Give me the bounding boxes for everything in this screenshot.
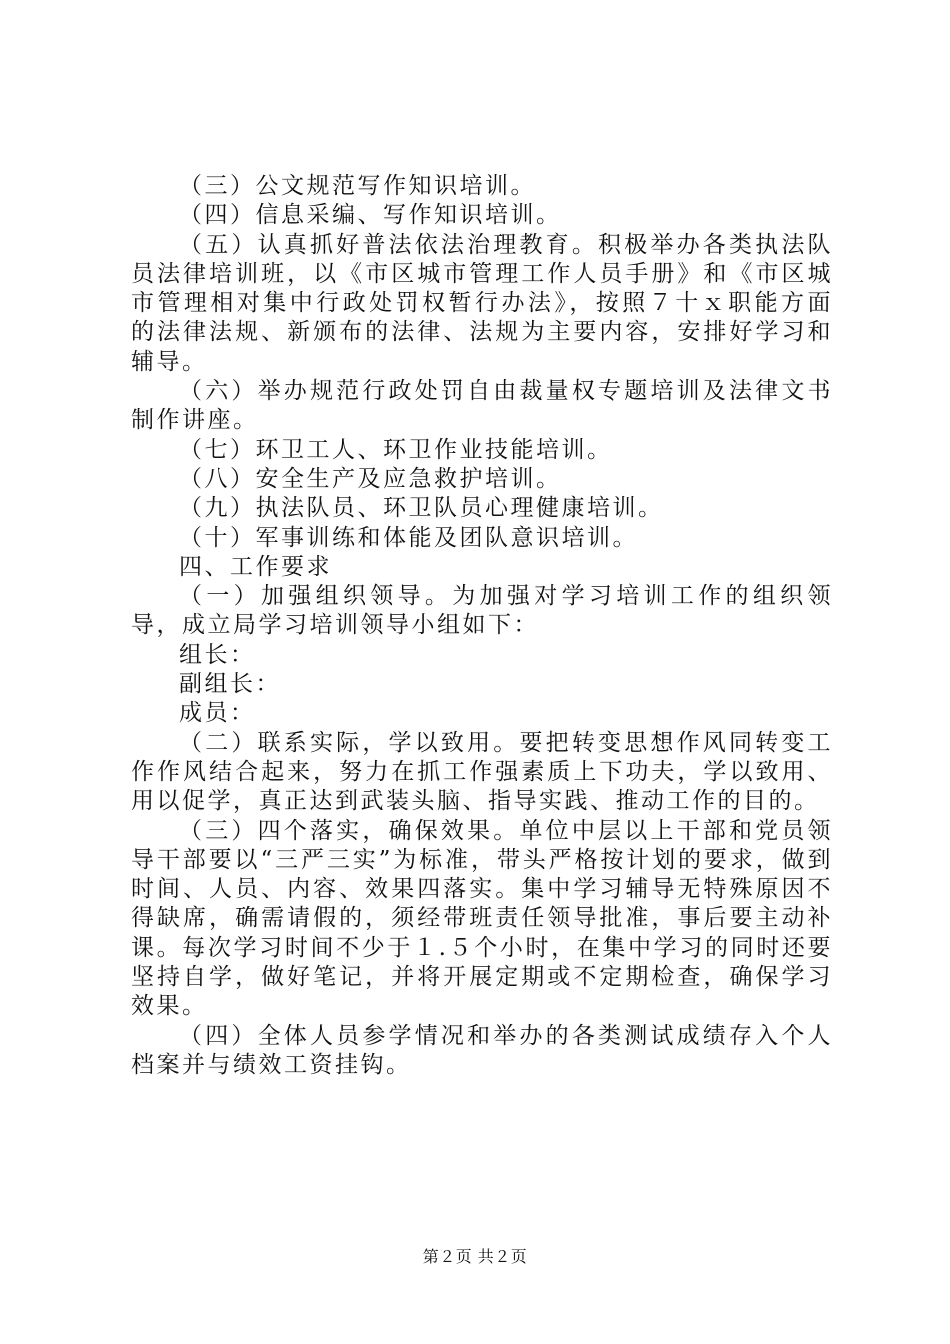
paragraph-req-3-implementation: （三）四个落实，确保效果。单位中层以上干部和党员领导干部要以“三严三实”为标准，带头严格按计划的要求，做到时间、人员、内容、效果四落实。集中学习辅导无特殊原因不得缺席，确需请假的，须经带班责任领导批准，事后要主动补课。每次学习时间不少于１.５个小时，在集中学习的同时还要坚持自学，做好笔记，并将开展定期或不定期检查，确保学习效果。 <box>131 817 833 1020</box>
paragraph-item-9-mental-health: （九）执法队员、环卫队员心理健康培训。 <box>179 495 664 522</box>
paragraph-item-8-safety: （八）安全生产及应急救护培训。 <box>179 465 562 492</box>
role-members: 成员： <box>179 700 256 727</box>
section-heading-requirements: 四、工作要求 <box>179 553 332 580</box>
role-leader: 组长： <box>179 641 256 668</box>
paragraph-item-10-military: （十）军事训练和体能及团队意识培训。 <box>179 524 638 551</box>
paragraph-item-4-training: （四）信息采编、写作知识培训。 <box>179 202 562 229</box>
page-footer <box>0 1244 950 1267</box>
paragraph-item-5-law-education: （五）认真抓好普法依法治理教育。积极举办各类执法队员法律培训班，以《市区城市管理工作人员手册》和《市区城市管理相对集中行政处罚权暂行办法》，按照７十ｘ职能方面的法律法规、新颁布的法律、法规为主要内容，安排好学习和辅导。 <box>131 231 833 375</box>
paragraph-req-2-practice: （二）联系实际，学以致用。要把转变思想作风同转变工作作风结合起来，努力在抓工作强素质上下功夫，学以致用、用以促学，真正达到武装头脑、指导实践、推动工作的目的。 <box>131 729 833 815</box>
paragraph-req-1-leadership: （一）加强组织领导。为加强对学习培训工作的组织领导，成立局学习培训领导小组如下： <box>131 583 833 639</box>
paragraph-item-6-lecture: （六）举办规范行政处罚自由裁量权专题培训及法律文书制作讲座。 <box>131 378 833 434</box>
paragraph-item-3-training: （三）公文规范写作知识培训。 <box>179 173 536 199</box>
role-deputy-leader: 副组长： <box>179 671 281 698</box>
paragraph-item-7-sanitation: （七）环卫工人、环卫作业技能培训。 <box>179 436 613 463</box>
page-number-label: 第２页 共２页 <box>422 1247 528 1266</box>
paragraph-req-4-records: （四）全体人员参学情况和举办的各类测试成绩存入个人档案并与绩效工资挂钩。 <box>131 1022 833 1078</box>
document-body <box>131 172 833 1080</box>
